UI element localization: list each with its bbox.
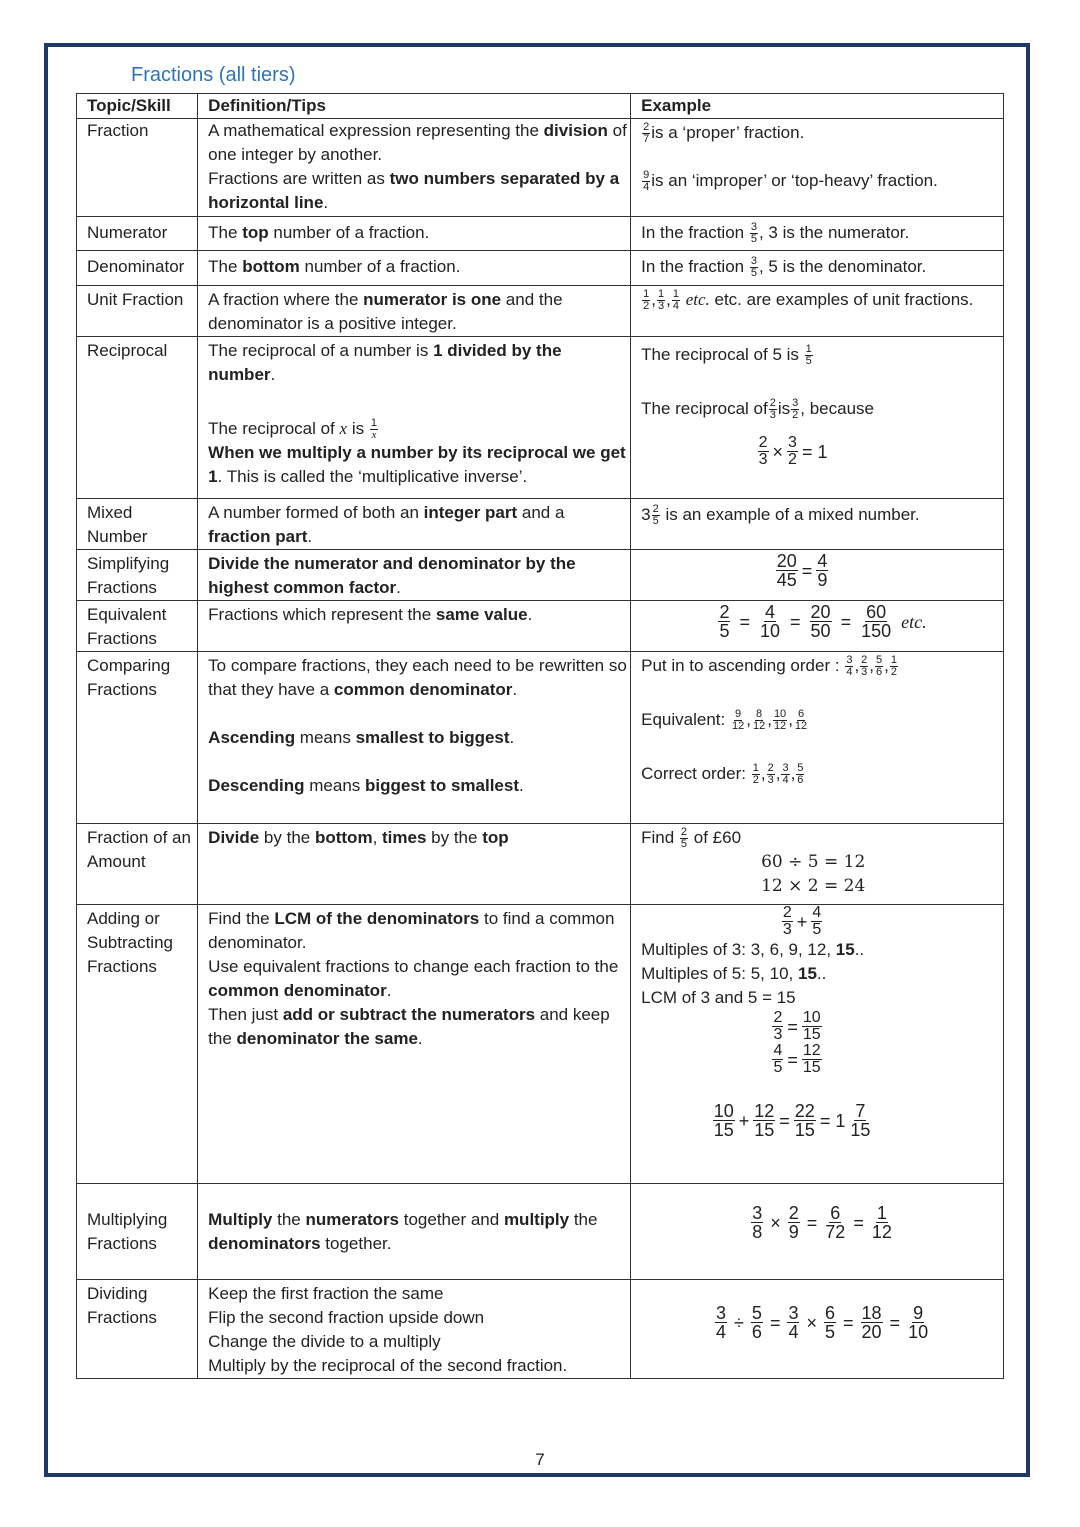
header-definition: Definition/Tips [198,94,631,119]
example-cell: 3 $\frac{2}{5}$ is an example of a mixed number. [631,499,1004,550]
topic-cell: Unit Fraction [77,286,198,337]
table-row [77,652,1004,824]
definition-cell: Multiply the numerators together and multiply the denominators together. [198,1184,631,1280]
header-row [77,94,1004,119]
definition-cell: A fraction where the numerator is one and the denominator is a positive integer. [198,286,631,337]
table-row [77,217,1004,251]
definition-cell: The top number of a fraction. [198,217,631,251]
topic-cell: Denominator [77,251,198,286]
table-row [77,1184,1004,1280]
table-row [77,550,1004,601]
topic-cell: Comparing Fractions [77,652,198,824]
topic-cell: Adding or Subtracting Fractions [77,905,198,1184]
table-row [77,601,1004,652]
table-row [77,337,1004,499]
topic-cell: Reciprocal [77,337,198,499]
topic-cell: Equivalent Fractions [77,601,198,652]
header-example: Example [631,94,1004,119]
example-cell: $\frac{3}{8}$ × $\frac{2}{9}$ = $\frac{6}{72}$ = $\frac{1}{12}$ [631,1184,1004,1280]
page-title: Fractions (all tiers) [131,64,296,86]
example-cell: $\frac{2}{3}$ + $\frac{4}{5}$ Multiples of 3: 3, 6, 9, 12, 15.. Multiples of 5: 5, 10, 15.. LCM of 3 and 5 = 15 $\frac{2}{3}$ = $\frac{10}{15}$ $\frac{4}{5}$ = $\frac{12}{15}$ $\frac{10}{15}$ + $\frac{12}{15}$ = $\frac{22}{15}$ = 1 $\frac{7}{15}$ [631,905,1004,1184]
definition-cell: The reciprocal of a number is 1 divided by the number. The reciprocal of x is $\frac{1}{x}$ When we multiply a number by its reciprocal we get 1. This is called the ‘multiplicative inverse’. [198,337,631,499]
table-row [77,905,1004,1184]
definition-cell: Keep the first fraction the same Flip the second fraction upside down Change the divide to a multiply Multiply by the reciprocal of the second fraction. [198,1280,631,1379]
example-cell: In the fraction $\frac{3}{5}$ , 3 is the numerator. [631,217,1004,251]
example-cell: Put in to ascending order : $\frac{3}{4}$ , $\frac{2}{3}$ , $\frac{5}{6}$ , $\frac{1}{2}$ Equivalent: $\frac{9}{12}$ , $\frac{8}{12}$ , $\frac{10}{12}$ , $\frac{6}{12}$ Correct order: $\frac{1}{2}$ , $\frac{2}{3}$ , $\frac{3}{4}$ , $\frac{5}{6}$ [631,652,1004,824]
example-cell: Find $\frac{2}{5}$ of £60 60 ÷ 5 = 12 12 × 2 = 24 [631,824,1004,905]
definition-cell: Find the LCM of the denominators to find a common denominator. Use equivalent fractions to change each fraction to the common denominator. Then just add or subtract the numerators and keep the denominator the same. [198,905,631,1184]
table-row [77,251,1004,286]
example-cell: In the fraction $\frac{3}{5}$ , 5 is the denominator. [631,251,1004,286]
fractions-table [76,93,1004,1379]
table-row [77,286,1004,337]
example-cell: The reciprocal of 5 is $\frac{1}{5}$ The reciprocal of $\frac{2}{3}$ is $\frac{3}{2}$ , because $\frac{2}{3}$ × $\frac{3}{2}$ = 1 [631,337,1004,499]
topic-cell: Mixed Number [77,499,198,550]
example-cell: $\frac{1}{2}$ , $\frac{1}{3}$ , $\frac{1}{4}$ etc. etc. are examples of unit fractions. [631,286,1004,337]
table-row [77,119,1004,217]
definition-cell: Divide by the bottom, times by the top [198,824,631,905]
topic-cell: Fraction of an Amount [77,824,198,905]
example-cell: $\frac{20}{45}$ = $\frac{4}{9}$ [631,550,1004,601]
table-row [77,1280,1004,1379]
page-number: 7 [535,1450,545,1469]
example-cell: $\frac{2}{5}$ = $\frac{4}{10}$ = $\frac{20}{50}$ = $\frac{60}{150}$ etc. [631,601,1004,652]
table-row [77,824,1004,905]
example-cell: $\frac{3}{4}$ ÷ $\frac{5}{6}$ = $\frac{3}{4}$ × $\frac{6}{5}$ = $\frac{18}{20}$ = $\frac{9}{10}$ [631,1280,1004,1379]
definition-cell: Divide the numerator and denominator by the highest common factor. [198,550,631,601]
definition-cell: A mathematical expression representing the division of one integer by another. Fractions are written as two numbers separated by a horizontal line. [198,119,631,217]
header-topic: Topic/Skill [77,94,198,119]
definition-cell: The bottom number of a fraction. [198,251,631,286]
topic-cell: Numerator [77,217,198,251]
definition-cell: To compare fractions, they each need to be rewritten so that they have a common denominator. Ascending means smallest to biggest. Descending means biggest to smallest. [198,652,631,824]
example-cell: $\frac{2}{7}$ is a ‘proper’ fraction. $\frac{9}{4}$ is an ‘improper’ or ‘top-heavy’ fraction. [631,119,1004,217]
table-row [77,499,1004,550]
topic-cell: Fraction [77,119,198,217]
definition-cell: A number formed of both an integer part and a fraction part. [198,499,631,550]
definition-cell: Fractions which represent the same value. [198,601,631,652]
topic-cell: Multiplying Fractions [77,1184,198,1280]
topic-cell: Simplifying Fractions [77,550,198,601]
topic-cell: Dividing Fractions [77,1280,198,1379]
